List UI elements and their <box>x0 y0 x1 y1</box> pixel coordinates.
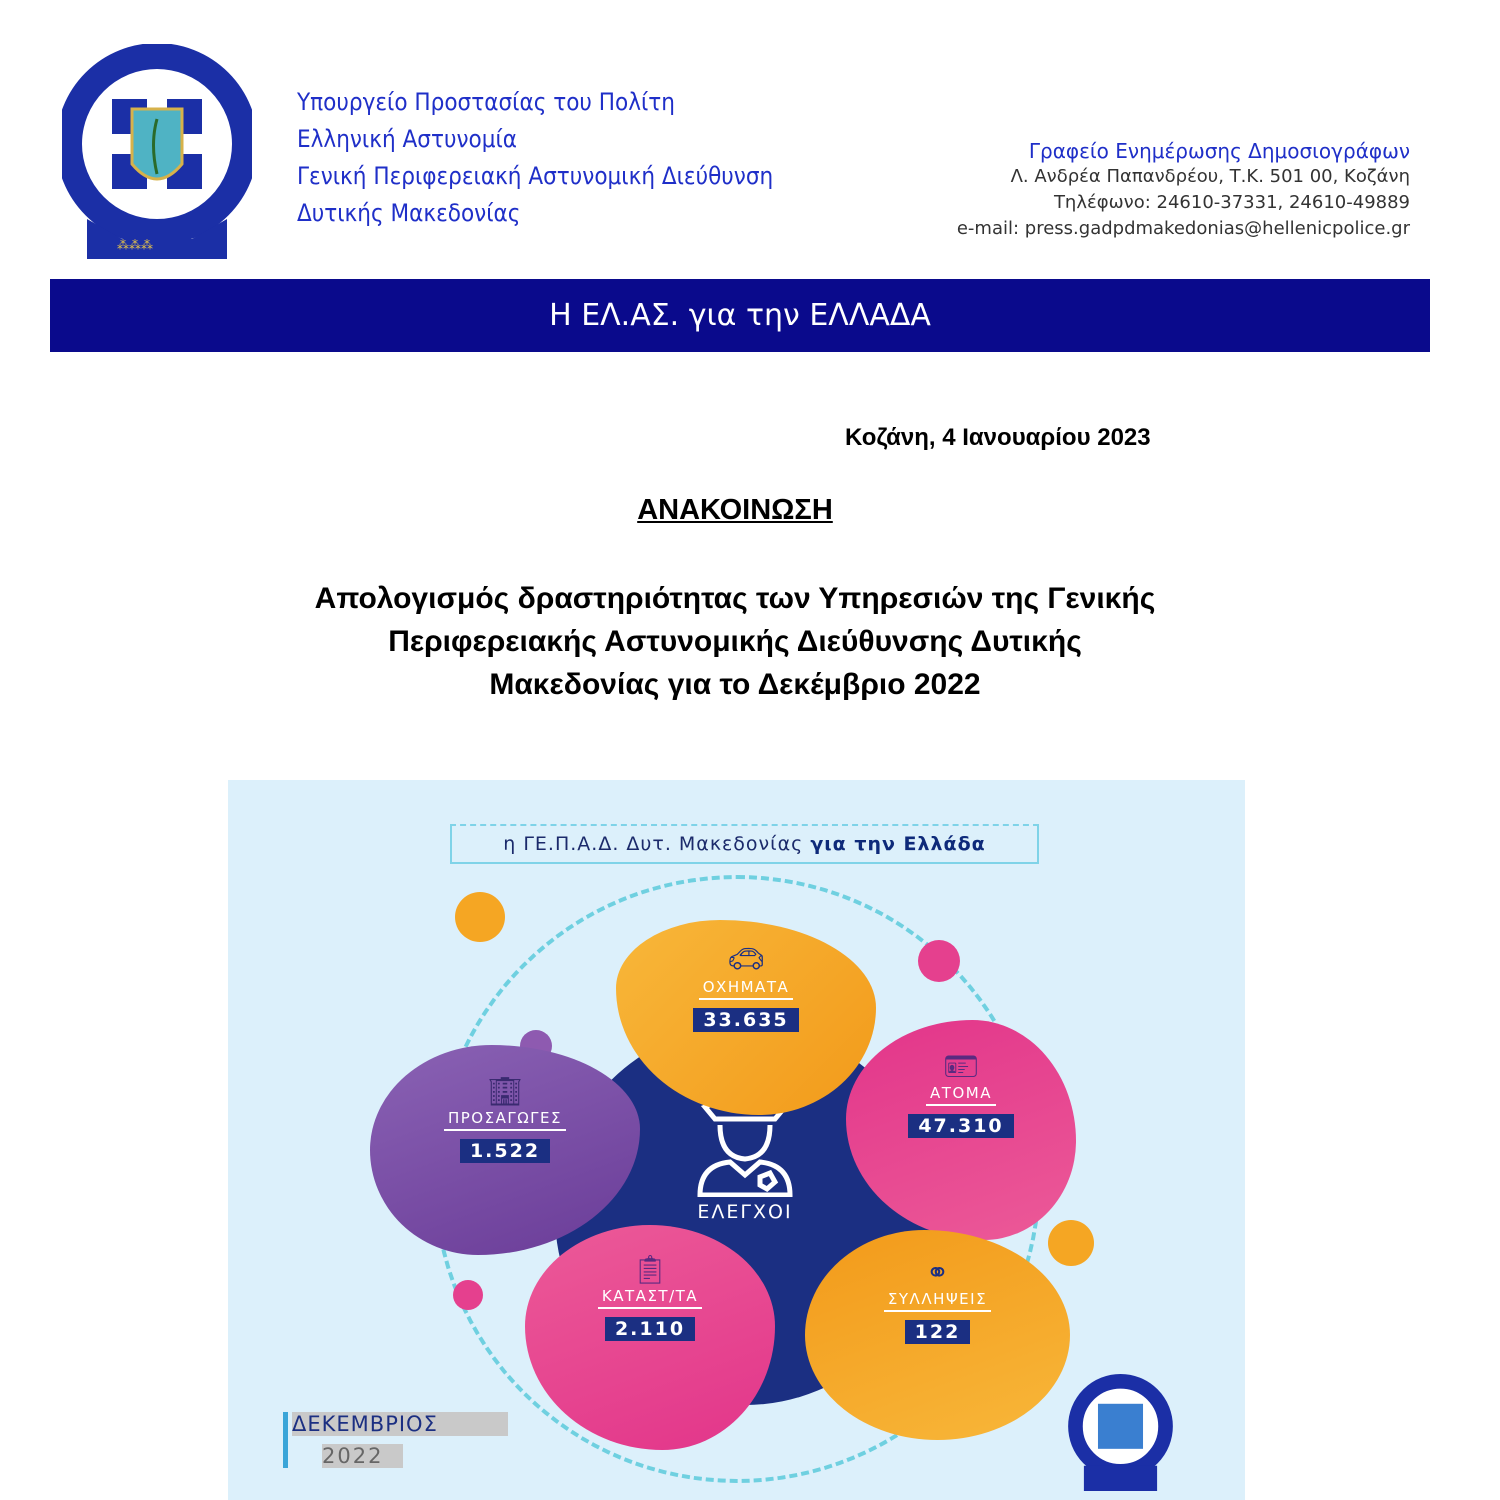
stat-label: ΟΧΗΜΑΤΑ <box>699 978 794 1000</box>
title-line: Περιφερειακής Αστυνομικής Διεύθυνσης Δυτικής <box>388 625 1082 658</box>
infographic-tagline <box>450 824 1039 864</box>
phone: Τηλέφωνο: 24610-37331, 24610-49889 <box>1053 192 1410 213</box>
organization-block <box>297 84 773 232</box>
handcuffs-icon: ⚭ <box>925 1256 950 1289</box>
svg-text:⁂⁂⁂: ⁂⁂⁂ <box>117 238 153 252</box>
stat-value: 33.635 <box>693 1008 798 1032</box>
hellenic-police-logo <box>62 44 252 266</box>
tagline-text: η ΓΕ.Π.Α.Δ. Δυτ. Μακεδονίας <box>503 833 811 855</box>
car-icon: 🚗︎ <box>726 942 766 977</box>
year-label: 2022 <box>322 1444 403 1468</box>
org-line: Γενική Περιφερειακή Αστυνομική Διεύθυνση <box>297 162 774 190</box>
stat-value: 2.110 <box>605 1317 695 1341</box>
decorative-dot <box>455 892 505 942</box>
org-line: Ελληνική Αστυνομία <box>297 125 517 153</box>
center-label: ΕΛΕΓΧΟΙ <box>697 1201 793 1223</box>
stat-label: ΠΡΟΣΑΓΩΓΕΣ <box>444 1109 566 1131</box>
clipboard-icon: 📋︎ <box>632 1253 668 1286</box>
stat-label: ΣΥΛΛΗΨΕΙΣ <box>884 1290 991 1312</box>
stat-label: ΚΑΤΑΣΤ/ΤΑ <box>598 1287 702 1309</box>
org-line: Δυτικής Μακεδονίας <box>297 199 521 227</box>
title-line: Μακεδονίας για το Δεκέμβριο 2022 <box>489 668 981 701</box>
tagline-bold: για την Ελλάδα <box>810 833 986 855</box>
period-label <box>283 1412 508 1468</box>
contact-block <box>957 138 1410 242</box>
stat-value: 122 <box>905 1320 971 1344</box>
decorative-dot <box>918 940 960 982</box>
title-line: Απολογισμός δραστηριότητας των Υπηρεσιών της Γενικής <box>314 582 1156 615</box>
email: e-mail: press.gadpdmakedonias@hellenicpolice.gr <box>956 218 1410 239</box>
stat-label: ΑΤΟΜΑ <box>926 1084 996 1106</box>
decorative-dot <box>453 1280 483 1310</box>
police-building-icon: 🏢︎ <box>487 1075 523 1108</box>
stat-arrests <box>805 1230 1070 1440</box>
infographic <box>228 780 1245 1500</box>
office-title: Γραφείο Ενημέρωσης Δημοσιογράφων <box>1028 139 1410 163</box>
stat-value: 47.310 <box>908 1114 1013 1138</box>
document-date: Κοζάνη, 4 Ιανουαρίου 2023 <box>845 424 1151 451</box>
id-card-icon: 🪪︎ <box>943 1050 979 1083</box>
hellenic-police-logo-small <box>1063 1370 1178 1495</box>
document-title <box>200 577 1270 706</box>
month-label: ΔΕΚΕΜΒΡΙΟΣ <box>292 1412 508 1436</box>
announcement-heading: ΑΝΑΚΟΙΝΩΣΗ <box>637 494 833 526</box>
stat-value: 1.522 <box>460 1139 550 1163</box>
org-line: Υπουργείο Προστασίας του Πολίτη <box>297 88 675 116</box>
address: Λ. Ανδρέα Παπανδρέου, Τ.Κ. 501 00, Κοζάνη <box>1010 166 1410 187</box>
slogan-banner: Η ΕΛ.ΑΣ. για την ΕΛΛΑΔΑ <box>50 279 1430 352</box>
